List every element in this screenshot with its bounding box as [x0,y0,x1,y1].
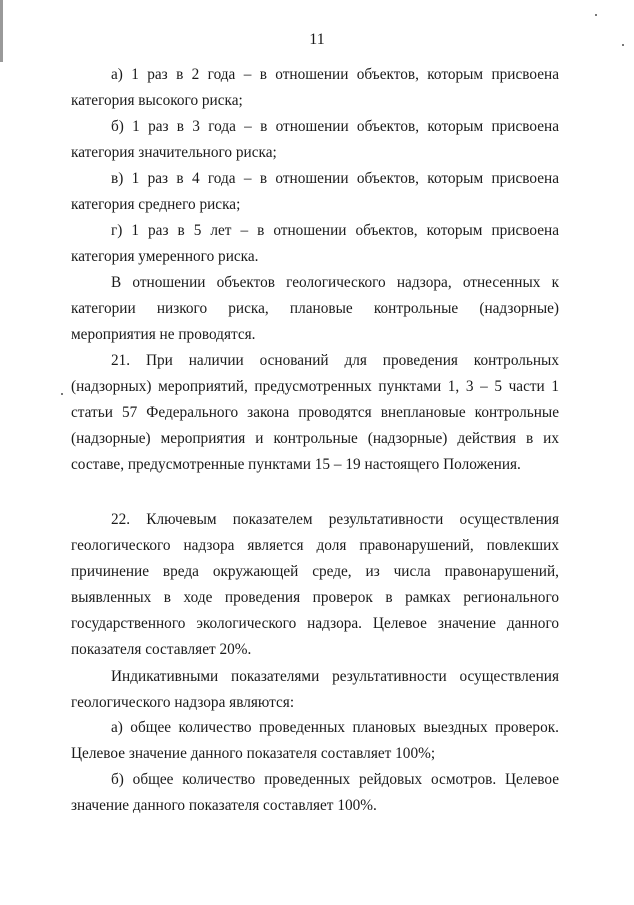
paragraph-indicative-indicators: Индикативными показателями результативности осуществления геологического надзора являются: [71,668,559,711]
page-number: 11 [309,31,325,48]
paragraph-indicator-a: а) общее количество проведенных плановых выездных проверок. Целевое значение данного показателя составляет 100%; [71,719,559,762]
paragraph-item-d-moderate-risk: г) 1 раз в 5 лет – в отношении объектов, которым присвоена категория умеренного риска. [71,222,559,265]
paragraph-indicator-b: б) общее количество проведенных рейдовых осмотров. Целевое значение данного показателя составляет 100%. [71,771,559,814]
scan-speck [61,393,63,395]
paragraph-22: 22. Ключевым показателем результативности осуществления геологического надзора является доля правонарушений, повлекших причинение вреда окружающей среде, из числа правонарушений, выявленных в ходе проведения проверок в рамках регионального государственного экологического надзора. Целевое значение данного показателя составляет 20%. [71,511,559,658]
scan-speck [595,14,597,16]
paragraph-item-c-medium-risk: в) 1 раз в 4 года – в отношении объектов, которым присвоена категория среднего риска; [71,170,559,213]
paragraph-item-b-significant-risk: б) 1 раз в 3 года – в отношении объектов, которым присвоена категория значительного риска; [71,118,559,161]
paragraph-low-risk: В отношении объектов геологического надзора, отнесенных к категории низкого риска, плановые контрольные (надзорные) мероприятия не проводятся. [71,274,559,343]
paragraph-21: 21. При наличии оснований для проведения контрольных (надзорных) мероприятий, предусмотренных пунктами 1, 3 – 5 части 1 статьи 57 Федерального закона проводятся внеплановые контрольные (надзорные) мероприятия и контрольные (надзорные) действия в их составе, предусмотренные пунктами 15 – 19 настоящего Положения. [71,352,559,473]
paragraph-item-a-high-risk: а) 1 раз в 2 года – в отношении объектов, которым присвоена категория высокого риска; [71,66,559,109]
